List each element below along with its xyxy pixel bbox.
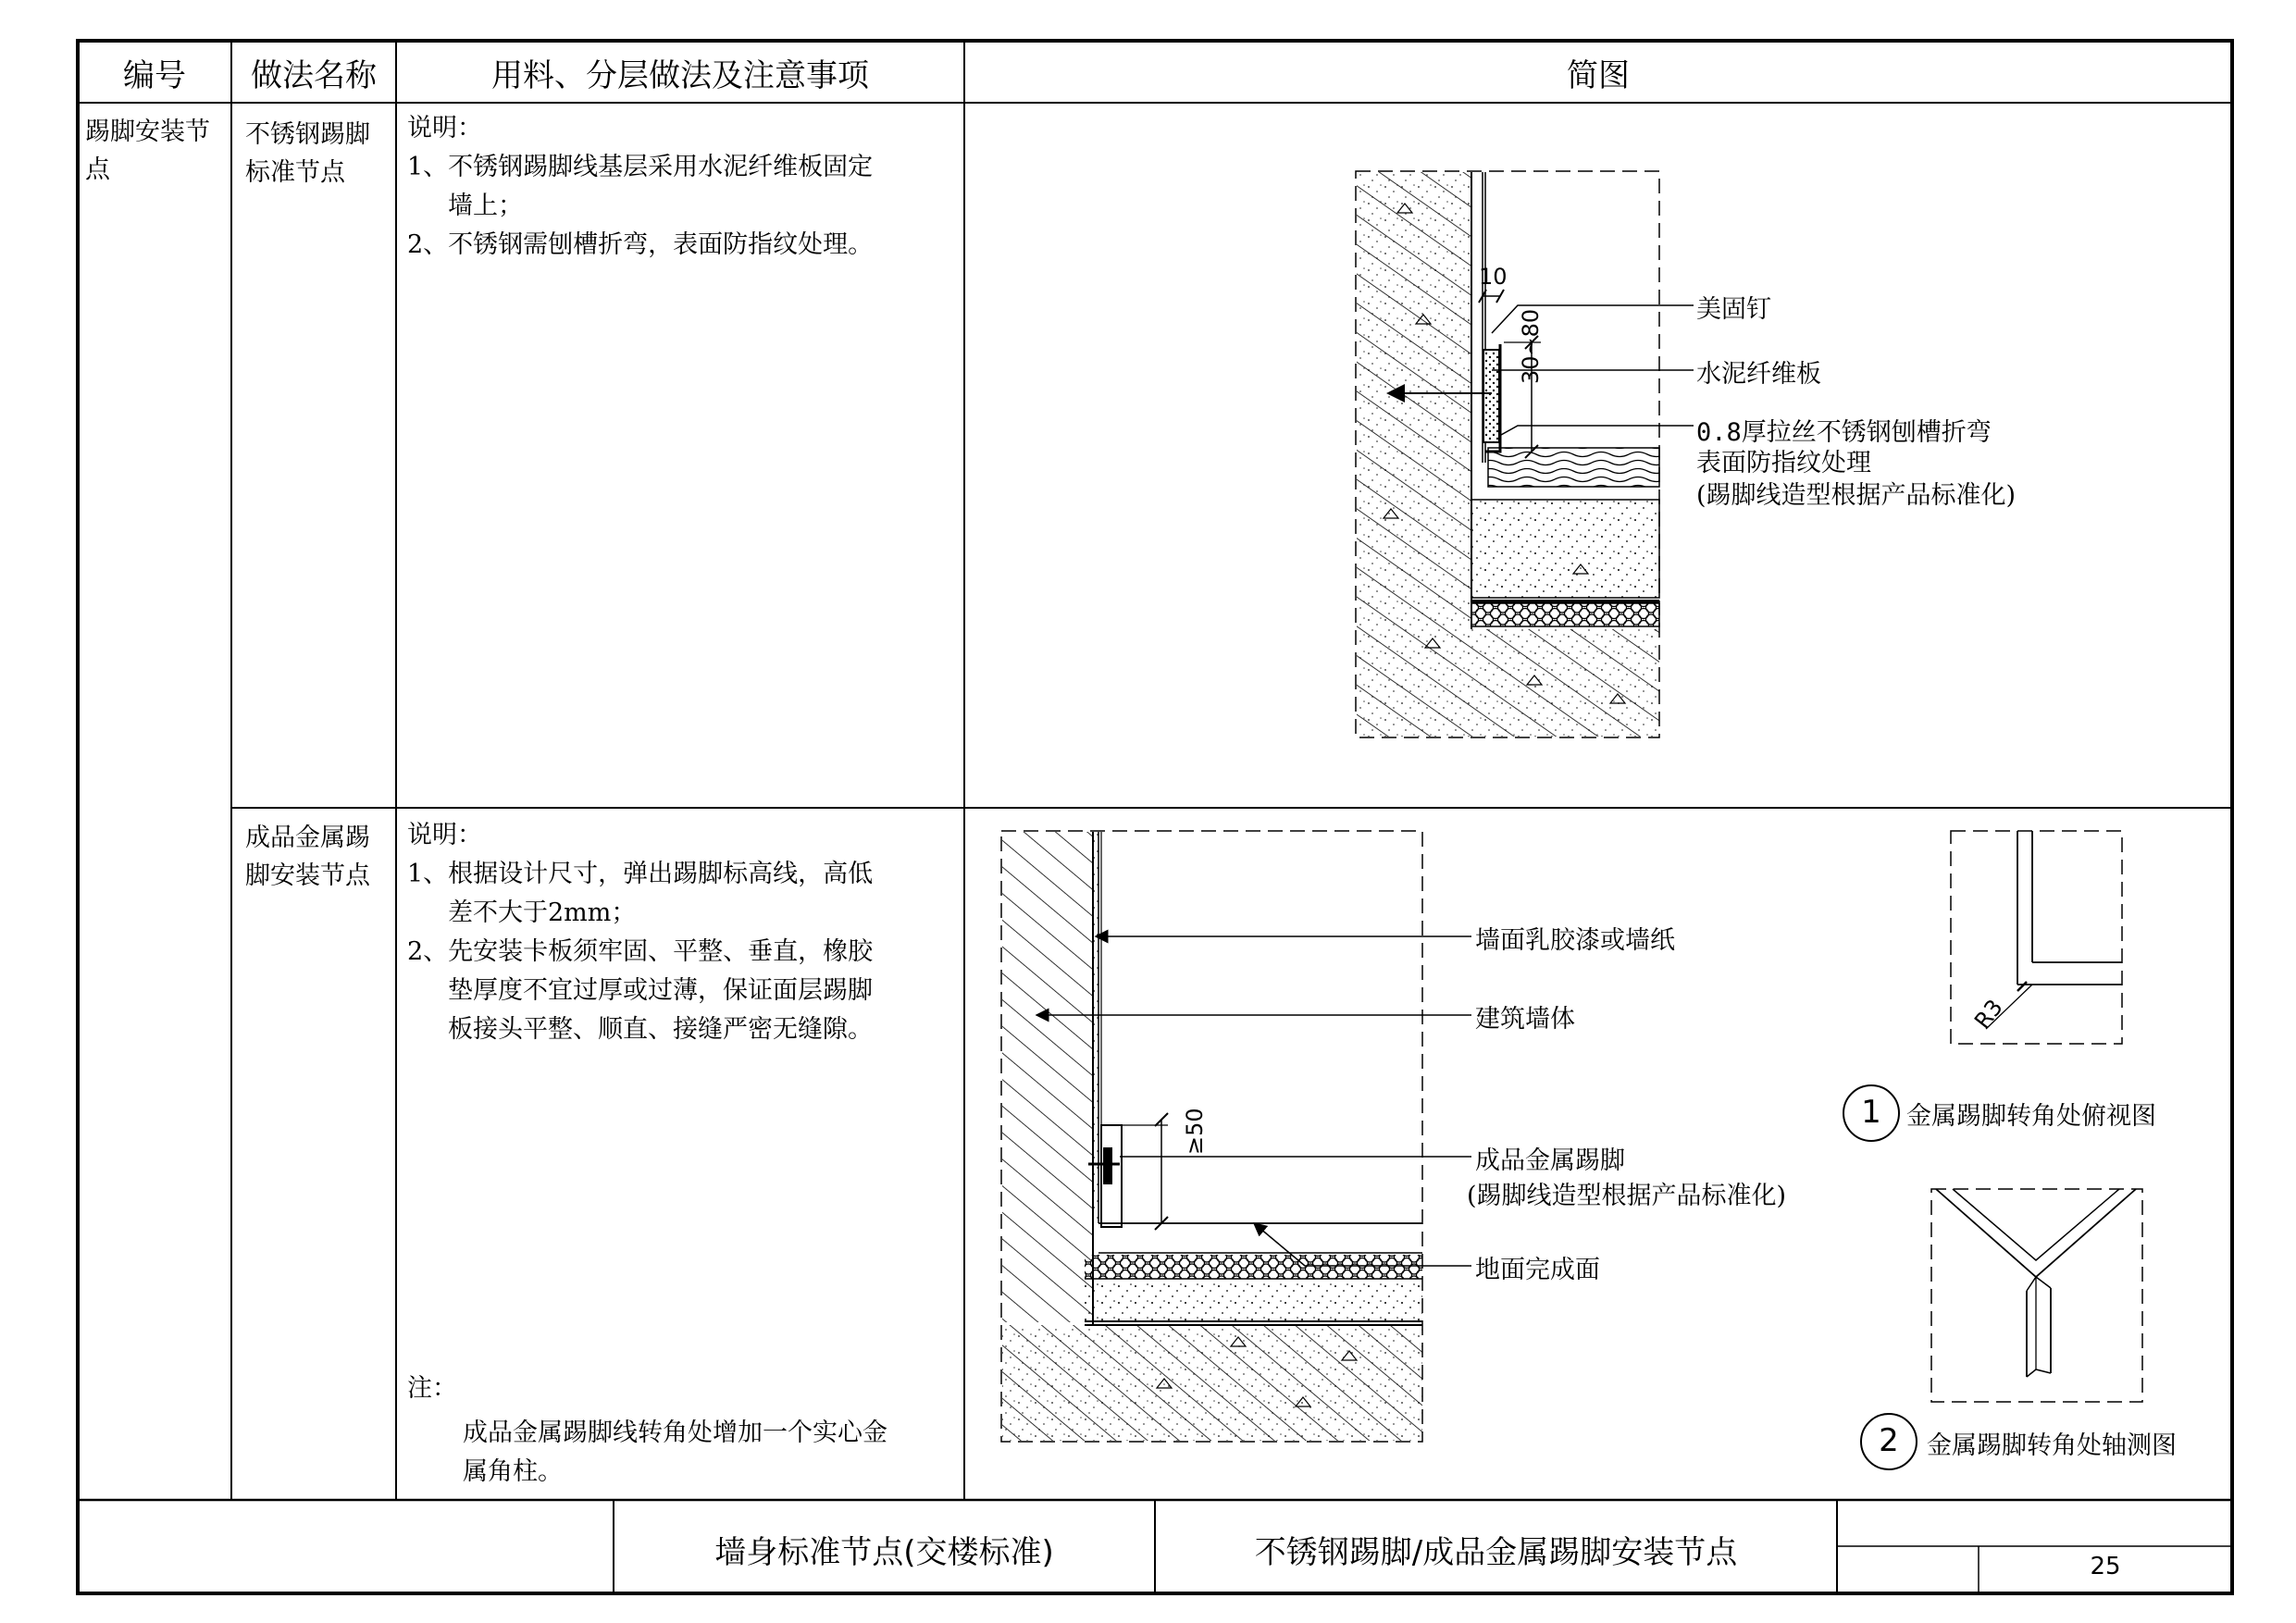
dim-10: 10 [1479, 264, 1508, 290]
note-line: 2、不锈钢需刨槽折弯，表面防指纹处理。 [407, 230, 874, 259]
metal-skirting-section [1001, 831, 1471, 1442]
note-line: 差不大于2mm； [448, 898, 637, 927]
label-wall-finish: 墙面乳胶漆或墙纸 [1475, 926, 1675, 955]
detail2-number: 2 [1879, 1422, 1899, 1459]
label-cement-board: 水泥纤维板 [1696, 360, 1821, 389]
label-metal-skirting: 成品金属踢脚 [1475, 1146, 1625, 1175]
dim-min-50 [1182, 1108, 1208, 1155]
dim-30-80 [1518, 309, 1544, 384]
row1-code [85, 113, 231, 189]
header-code: 编号 [123, 57, 186, 94]
note-line: 说明： [407, 821, 482, 849]
row1-name-line: 不锈钢踢脚 [245, 120, 370, 149]
label-stainless-3: (踢脚线造型根据产品标准化) [1696, 481, 2017, 510]
footer-project: 墙身标准节点(交楼标准) [714, 1534, 1054, 1571]
row2-name [245, 819, 393, 895]
footer-title: 不锈钢踢脚/成品金属踢脚安装节点 [1254, 1534, 1738, 1571]
label-floor-finish: 地面完成面 [1475, 1256, 1600, 1284]
label-stainless-1: 0.8厚拉丝不锈钢刨槽折弯 [1696, 418, 1992, 447]
detail1-number: 1 [1861, 1094, 1881, 1131]
row2-name-line: 成品金属踢 [245, 824, 370, 852]
row1-name [245, 116, 393, 192]
label-stainless-2: 表面防指纹处理 [1696, 449, 1871, 477]
row1-code-line: 踢脚安装节 [85, 118, 210, 146]
dim-30-80-text: 30~80 [1518, 308, 1544, 384]
detail1-caption: 金属踢脚转角处俯视图 [1906, 1102, 2156, 1131]
note-line: 1、不锈钢踢脚线基层采用水泥纤维板固定 [407, 153, 874, 181]
label-metal-skirting-note: (踢脚线造型根据产品标准化) [1467, 1182, 1787, 1210]
row1-notes [407, 109, 962, 265]
row2-remark [407, 1369, 962, 1492]
header-method: 做法名称 [251, 57, 377, 94]
label-nail: 美固钉 [1696, 295, 1771, 324]
row1-name-line: 标准节点 [245, 158, 345, 187]
remark-line: 属角柱。 [463, 1457, 563, 1486]
stainless-skirting-section [1356, 171, 1694, 737]
detail2-caption: 金属踢脚转角处轴测图 [1927, 1431, 2177, 1460]
remark-line: 成品金属踢脚线转角处增加一个实心金 [463, 1419, 887, 1447]
note-line: 1、根据设计尺寸，弹出踢脚标高线，高低 [407, 860, 874, 888]
page-number: 25 [2090, 1553, 2121, 1580]
label-building-wall: 建筑墙体 [1475, 1005, 1575, 1034]
header-materials: 用料、分层做法及注意事项 [491, 57, 869, 94]
dim-min-50-text: ≥50 [1182, 1108, 1208, 1155]
note-line: 垫厚度不宜过厚或过薄，保证面层踢脚 [448, 976, 873, 1005]
note-line: 板接头平整、顺直、接缝严密无缝隙。 [448, 1015, 873, 1044]
note-line: 2、先安装卡板须牢固、平整、垂直，橡胶 [407, 937, 874, 966]
remark-label: 注： [407, 1374, 457, 1403]
row2-notes [407, 816, 962, 1049]
row2-name-line: 脚安装节点 [245, 861, 370, 890]
row1-code-line: 点 [85, 155, 110, 184]
label-r3-text: R3 [1969, 994, 2008, 1035]
note-line: 墙上； [448, 192, 523, 220]
header-diagram: 简图 [1567, 57, 1630, 94]
note-line: 说明： [407, 114, 482, 142]
